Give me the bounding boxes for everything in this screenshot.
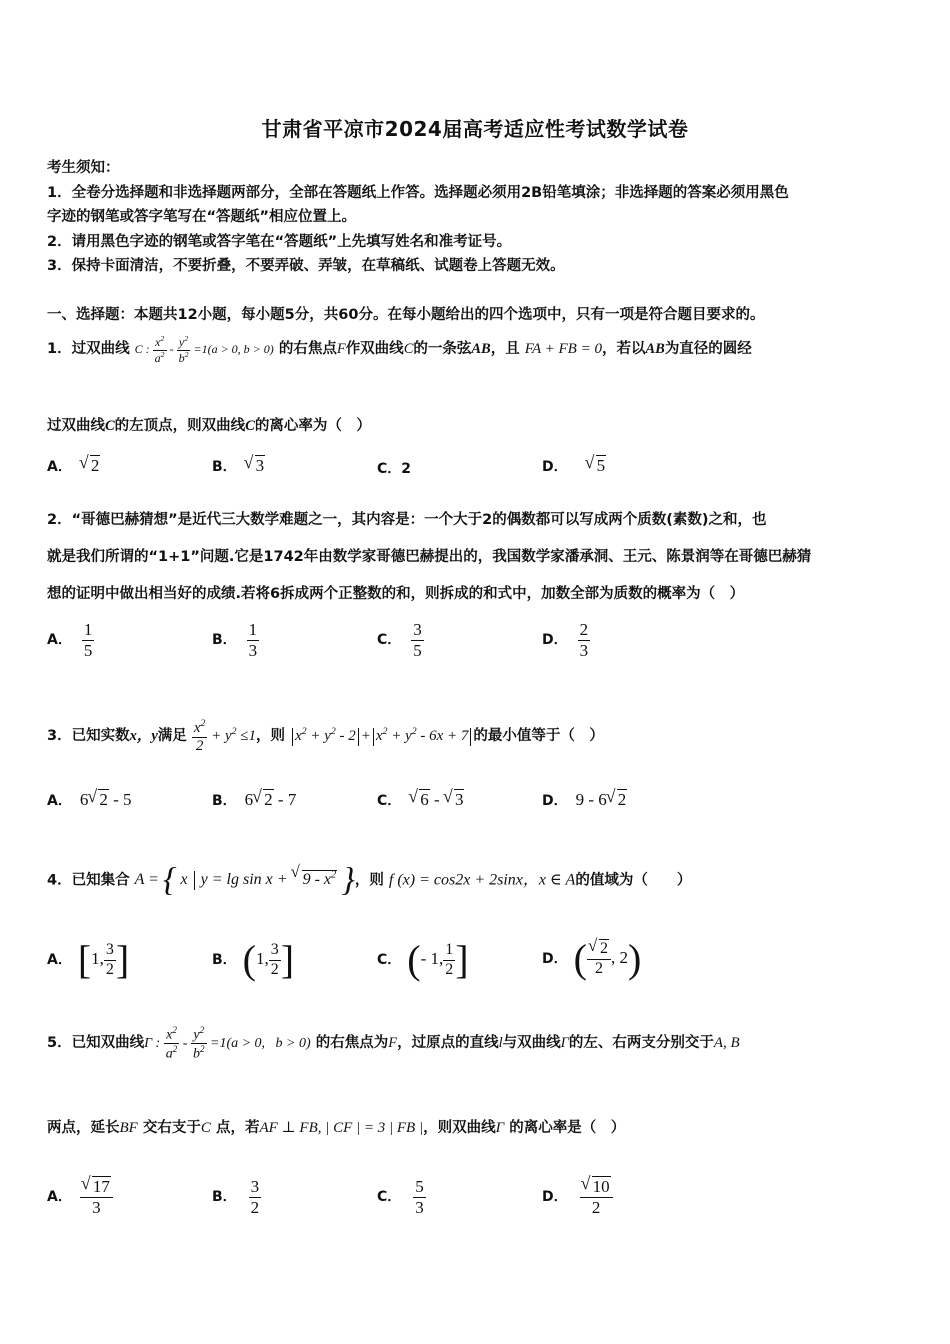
notice-line-1a: 1．全卷分选择题和非选择题两部分，全部在答题纸上作答。选择题必须用2B铅笔填涂；非选择题的答案必须用黑色 xyxy=(47,185,789,201)
q3-option-c[interactable]: C．√ 6 - √ 3 xyxy=(377,790,464,810)
option-denominator: 3 xyxy=(248,640,258,660)
q1-curve-C: C xyxy=(105,418,115,434)
option-value: √ 3 xyxy=(245,456,266,476)
q4-option-b[interactable] xyxy=(212,932,294,987)
option-interval: [1, $\frac{3}{2}$ ] xyxy=(77,937,130,983)
option-denominator: 5 xyxy=(83,640,93,660)
option-numerator: 1 xyxy=(248,619,258,639)
question-1-line-2 xyxy=(47,414,371,435)
option-label: B． xyxy=(212,952,237,968)
q2-option-a[interactable] xyxy=(47,615,94,665)
option-interval: ( √ $\frac{2}{2}$ , 2) xyxy=(574,948,642,967)
option-label: D． xyxy=(542,951,568,967)
option-denominator: 3 xyxy=(92,1197,101,1217)
option-label: A． xyxy=(47,1189,72,1205)
q1-curve-C: C xyxy=(245,418,255,434)
q4-option-c[interactable] xyxy=(377,932,469,987)
q5-hyperbola-equation: Γ : $\frac{x^2}{a^2}$ - $\frac{y^2}{b^2}$ =1(a > 0, b > 0) xyxy=(144,1024,311,1062)
q1-condition-vector: FA + FB = 0 xyxy=(524,341,602,357)
q1-text: 的右焦点 xyxy=(278,341,337,357)
option-value: √ 2 xyxy=(80,456,101,476)
q1-curve-C: C xyxy=(403,341,414,357)
notice-line-1b: 字迹的钢笔或答字笔写在“答题纸”相应位置上。 xyxy=(47,209,357,225)
option-denominator: 5 xyxy=(413,640,422,660)
option-label: C． xyxy=(377,461,402,477)
q3-option-a[interactable] xyxy=(47,790,132,810)
q4-function: f (x) = cos2x + 2sinx，x ∈ A xyxy=(388,871,576,889)
option-interval: (- 1, $\frac{1}{2}$ ] xyxy=(407,937,469,983)
q4-text: ，则 xyxy=(354,872,384,889)
option-numerator: 1 xyxy=(83,619,93,639)
question-5-line-2: 两点，延长BF 交右支于C 点，若AF ⊥ FB, | CF | = 3 | FB |，则双曲线Γ 的离心率是（ ） xyxy=(47,1120,626,1136)
option-label: D． xyxy=(542,459,568,475)
q1-chord-AB: AB xyxy=(471,341,491,357)
q2-option-c[interactable] xyxy=(377,615,424,665)
q1-option-a[interactable] xyxy=(47,456,100,476)
option-label: A． xyxy=(47,459,72,475)
option-label: A． xyxy=(47,632,72,648)
option-numerator: 2 xyxy=(579,619,589,639)
q3-option-b[interactable] xyxy=(212,790,296,810)
option-label: A． xyxy=(47,793,72,809)
q3-constraint: $\frac{x^2}{2}$ + $y^2 \le 1$ xyxy=(193,717,257,755)
option-label: B． xyxy=(212,459,237,475)
q1-chord-AB: AB xyxy=(645,341,665,357)
option-denominator: 2 xyxy=(250,1197,260,1217)
option-prefix: 9 - 6 xyxy=(575,790,607,809)
q5-text: 的左、右两支分别交于 xyxy=(568,1035,714,1051)
q5-text: 点，若 xyxy=(215,1120,260,1136)
q3-text: 3．已知实数 xyxy=(47,728,130,744)
option-label: C． xyxy=(377,952,402,968)
option-label: B． xyxy=(212,632,237,648)
option-rest: - 7 xyxy=(273,790,297,809)
q3-expression: $x^2 + y^2 - 2 + x^2 + y^2 - 6x + 7$ xyxy=(290,728,473,744)
question-1-line-1 xyxy=(47,332,752,366)
option-radicand: 2 xyxy=(99,790,108,809)
q5-option-a[interactable] xyxy=(47,1172,113,1222)
option-value: 2 xyxy=(401,461,412,477)
option-denominator: 3 xyxy=(415,1197,424,1217)
q3-option-d[interactable] xyxy=(542,790,627,810)
q4-text: 的值域为（ ） xyxy=(575,872,692,889)
notice-line-3: 3．保持卡面清洁，不要折叠，不要弄破、弄皱，在草稿纸、试题卷上答题无效。 xyxy=(47,258,565,274)
q5-text: 5．已知双曲线 xyxy=(47,1035,145,1051)
q3-text: 的最小值等于（ ） xyxy=(473,728,604,744)
question-2-line-3: 想的证明中做出相当好的成绩.若将6拆成两个正整数的和，则拆成的和式中，加数全部为质数的概率为（ ） xyxy=(47,586,745,602)
q5-text: 与双曲线 xyxy=(502,1035,561,1051)
q5-option-d[interactable] xyxy=(542,1172,613,1222)
option-label: C． xyxy=(377,1189,402,1205)
q1-text: 的左顶点，则双曲线 xyxy=(114,418,246,434)
q2-option-b[interactable] xyxy=(212,615,259,665)
q1-focus-F: F xyxy=(336,341,346,357)
q1-text: 的离心率为（ ） xyxy=(254,418,371,434)
option-numerator: 3 xyxy=(250,1176,260,1196)
option-radicand: 10 xyxy=(592,1176,610,1196)
option-label: D． xyxy=(542,793,568,809)
option-denominator: 3 xyxy=(579,640,589,660)
section-heading: 一、选择题：本题共12小题，每小题5分，共60分。在每小题给出的四个选项中，只有一项是符合题目要求的。 xyxy=(47,307,765,323)
q1-text: 为直径的圆经 xyxy=(664,341,752,357)
question-2-line-1: 2．“哥德巴赫猜想”是近代三大数学难题之一，其内容是：一个大于2的偶数都可以写成两个质数(素数)之和，也 xyxy=(47,512,767,528)
q1-option-c[interactable] xyxy=(377,458,411,478)
q5-text: 的右焦点为 xyxy=(315,1035,389,1051)
q5-option-c[interactable] xyxy=(377,1172,426,1222)
question-4 xyxy=(47,848,691,908)
option-label: D． xyxy=(542,632,568,648)
q4-set-A: A = { x y = lg sin x + √ $9 - x^2$ } xyxy=(135,871,355,888)
option-coef: 6 xyxy=(79,790,89,809)
q4-option-a[interactable] xyxy=(47,932,129,987)
q5-text: ，则双曲线 xyxy=(423,1120,496,1136)
option-numerator: 5 xyxy=(415,1176,424,1196)
q3-text: ，则 xyxy=(256,728,286,744)
option-label: B． xyxy=(212,1189,237,1205)
notice-line-2: 2．请用黑色字迹的钢笔或答字笔在“答题纸”上先填写姓名和准考证号。 xyxy=(47,234,512,250)
question-3 xyxy=(47,702,604,766)
option-radicand: 6 xyxy=(420,790,429,809)
q3-text: 满足 xyxy=(157,728,187,744)
option-label: A． xyxy=(47,952,72,968)
option-radicand: 17 xyxy=(92,1176,110,1196)
q5-text: ，过原点的直线 xyxy=(397,1035,499,1051)
q5-text: 两点，延长 xyxy=(47,1120,120,1136)
q1-text: 作双曲线 xyxy=(345,341,404,357)
option-numerator: 3 xyxy=(413,619,422,639)
option-label: B． xyxy=(212,793,237,809)
q5-option-b[interactable] xyxy=(212,1172,261,1222)
option-radicand: 2 xyxy=(617,790,627,809)
q1-option-b[interactable] xyxy=(212,456,265,476)
q5-text: 的离心率是（ ） xyxy=(509,1120,626,1136)
q4-text: 4．已知集合 xyxy=(47,872,130,889)
question-5-line-1: 5．已知双曲线Γ : $\frac{x^2}{a^2}$ - $\frac{y^2}{b^2}$ =1(a > 0, b > 0) 的右焦点为F，过原点的直线l与双曲线Γ的左、右两支分别交于A, B xyxy=(47,1024,740,1062)
option-label: D． xyxy=(542,1189,568,1205)
option-coef: 6 xyxy=(244,790,254,809)
q1-text: 的一条弦 xyxy=(413,341,472,357)
option-radicand: 3 xyxy=(454,790,464,809)
q4-option-d[interactable] xyxy=(542,930,641,987)
option-rest: - 5 xyxy=(108,790,132,809)
option-radicand: 2 xyxy=(264,790,273,809)
notice-heading: 考生须知： xyxy=(47,160,120,176)
question-2-line-2: 就是我们所谓的“1+1”问题.它是1742年由数学家哥德巴赫提出的，我国数学家潘承洞、王元、陈景润等在哥德巴赫猜 xyxy=(47,549,812,565)
q1-prefix: 1．过双曲线 xyxy=(47,341,130,357)
q1-text: 过双曲线 xyxy=(47,418,105,434)
exam-title: 甘肃省平凉市2024届高考适应性考试数学试卷 xyxy=(261,117,689,141)
option-value: √ 5 xyxy=(586,456,607,476)
q2-option-d[interactable] xyxy=(542,615,590,665)
option-denominator: 2 xyxy=(591,1197,601,1217)
q1-text: ，且 xyxy=(490,341,520,357)
option-label: C． xyxy=(377,793,402,809)
q5-text: 交右支于 xyxy=(142,1120,201,1136)
option-interval: (1, $\frac{3}{2}$ ] xyxy=(242,937,295,983)
option-label: C． xyxy=(377,632,402,648)
q1-text: ，若以 xyxy=(601,341,646,357)
q3-variables: x，y xyxy=(129,728,158,744)
q1-option-d[interactable] xyxy=(542,456,606,476)
q1-hyperbola-equation: C : $\frac{x^2}{a^2}$ - $\frac{y^2}{b^2}$ =1(a > 0, b > 0) xyxy=(134,333,274,365)
